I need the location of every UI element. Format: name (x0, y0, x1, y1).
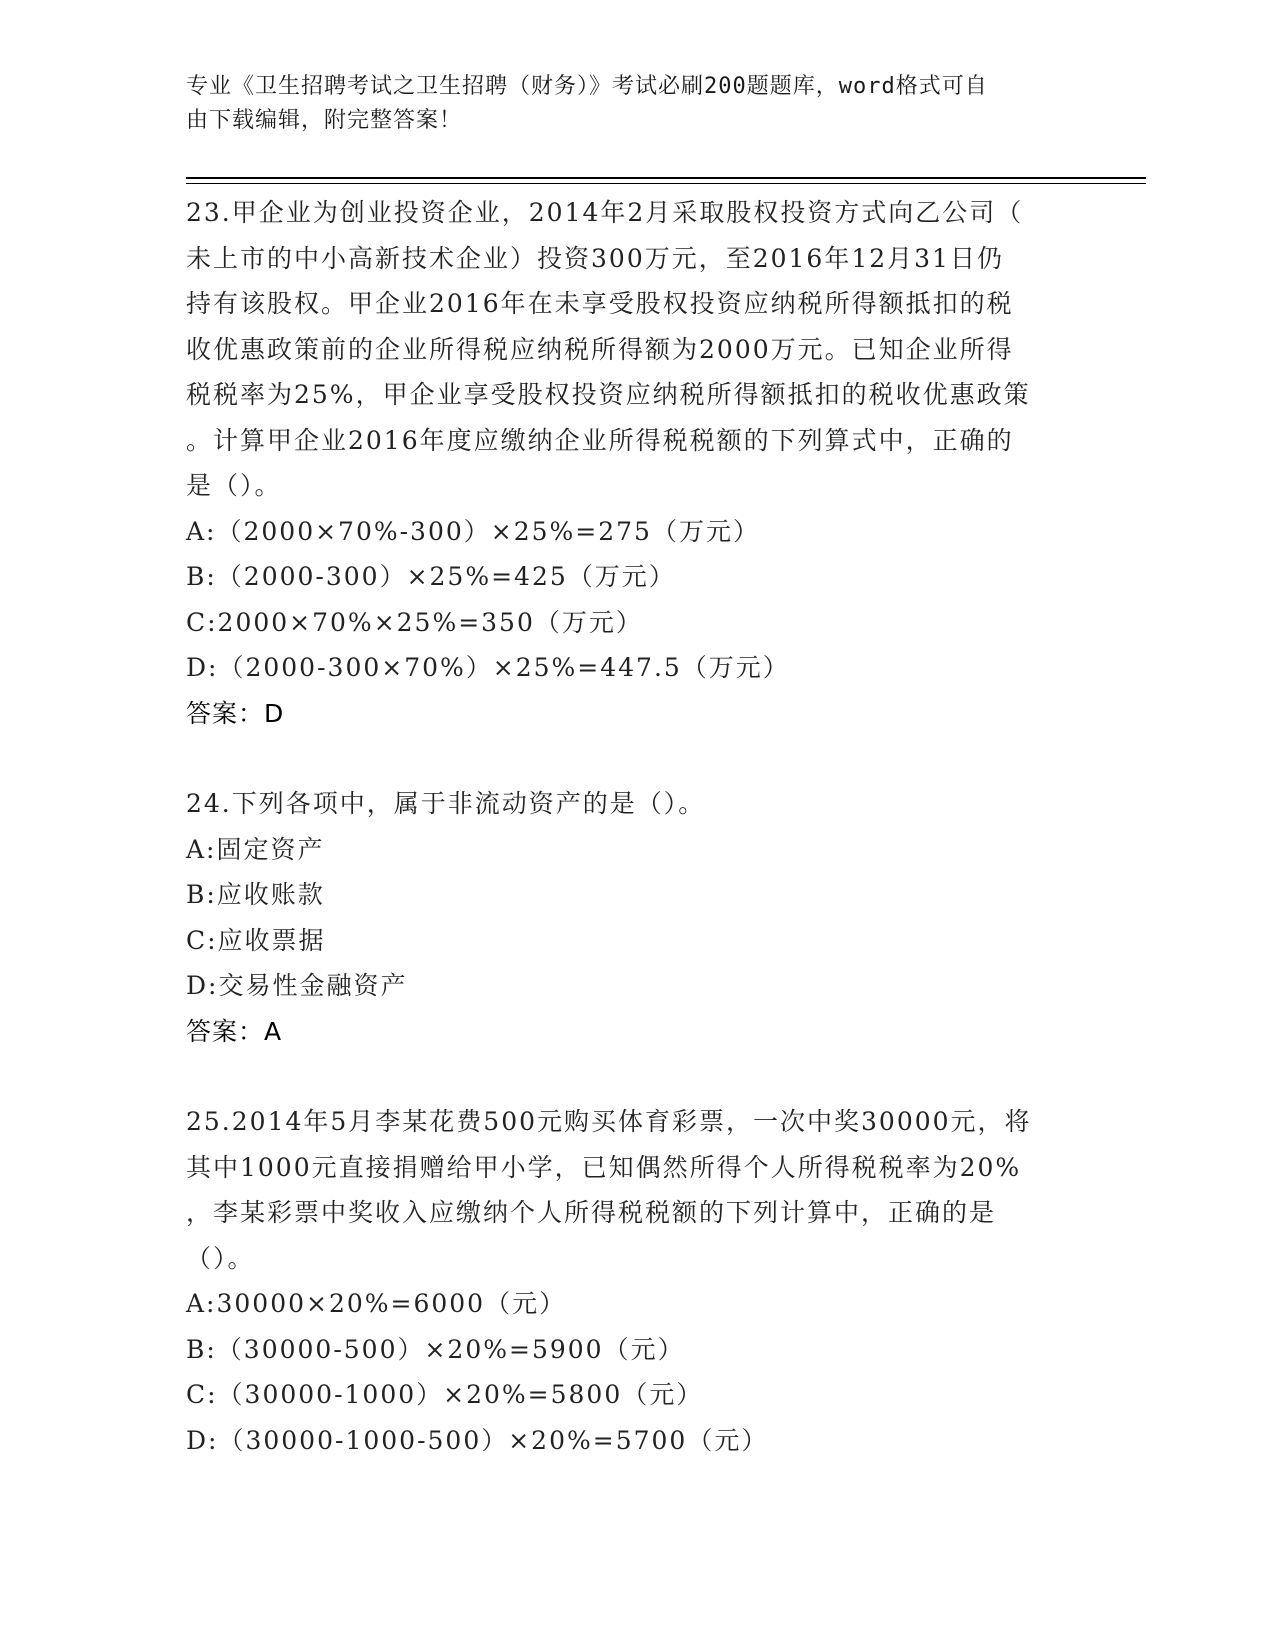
question-spacer (186, 1054, 1086, 1099)
question-23-option-c: C:2000×70%×25%=350（万元） (186, 607, 643, 637)
question-list (186, 190, 1086, 1463)
question-24 (186, 781, 1086, 1054)
question-23-stem-line-6: 。计算甲企业2016年度应缴纳企业所得税税额的下列算式中，正确的 (186, 425, 1014, 455)
header-line-2: 由下载编辑，附完整答案！ (186, 108, 463, 133)
question-23-stem-line-2: 未上市的中小高新技术企业）投资300万元，至2016年12月31日仍 (186, 243, 1004, 273)
question-spacer (186, 736, 1086, 781)
question-24-option-a: A:固定资产 (186, 834, 325, 864)
question-25-stem-line-2: 其中1000元直接捐赠给甲小学，已知偶然所得个人所得税税率为20% (186, 1152, 1022, 1182)
question-23-stem-line-5: 税税率为25%，甲企业享受股权投资应纳税所得额抵扣的税收优惠政策 (186, 380, 1031, 409)
header-line-1: 专业《卫生招聘考试之卫生招聘（财务）》考试必刷200题题库，word格式可自 (186, 74, 988, 99)
question-24-stem-line-1: 24.下列各项中，属于非流动资产的是（）。 (186, 789, 706, 818)
question-23 (186, 190, 1086, 736)
question-25-stem-line-3: ，李某彩票中奖收入应缴纳个人所得税税额的下列计算中，正确的是 (186, 1198, 997, 1227)
question-25-stem-line-1: 25.2014年5月李某花费500元购买体育彩票，一次中奖30000元，将 (186, 1107, 1032, 1136)
question-23-option-b: B:（2000-300）×25%=425（万元） (186, 562, 676, 591)
question-24-option-d: D:交易性金融资产 (186, 971, 408, 1000)
header-divider-thick (186, 177, 1146, 179)
question-23-stem-line-4: 收优惠政策前的企业所得税应纳税所得额为2000万元。已知企业所得 (186, 334, 1014, 364)
question-25-option-d: D:（30000-1000-500）×20%=5700（元） (186, 1425, 769, 1455)
question-25-stem-line-4: （）。 (186, 1243, 255, 1273)
question-23-stem-line-3: 持有该股权。甲企业2016年在未享受股权投资应纳税所得额抵扣的税 (186, 289, 1014, 318)
question-24-option-c: C:应收票据 (186, 925, 326, 955)
question-25 (186, 1099, 1086, 1463)
question-25-option-c: C:（30000-1000）×20%=5800（元） (186, 1380, 704, 1409)
question-23-option-a: A:（2000×70%-300）×25%=275（万元） (186, 516, 760, 546)
question-23-stem-line-1: 23.甲企业为创业投资企业，2014年2月采取股权投资方式向乙公司（ (186, 198, 1024, 227)
question-23-stem-line-7: 是（）。 (186, 471, 282, 500)
question-23-answer: 答案：D (186, 698, 285, 728)
question-25-option-b: B:（30000-500）×20%=5900（元） (186, 1334, 685, 1364)
header-divider-thin (186, 183, 1146, 184)
document-header (186, 70, 1086, 138)
question-25-option-a: A:30000×20%=6000（元） (186, 1289, 567, 1318)
question-23-option-d: D:（2000-300×70%）×25%=447.5（万元） (186, 653, 790, 682)
question-24-option-b: B:应收账款 (186, 880, 325, 909)
question-24-answer: 答案：A (186, 1016, 283, 1046)
